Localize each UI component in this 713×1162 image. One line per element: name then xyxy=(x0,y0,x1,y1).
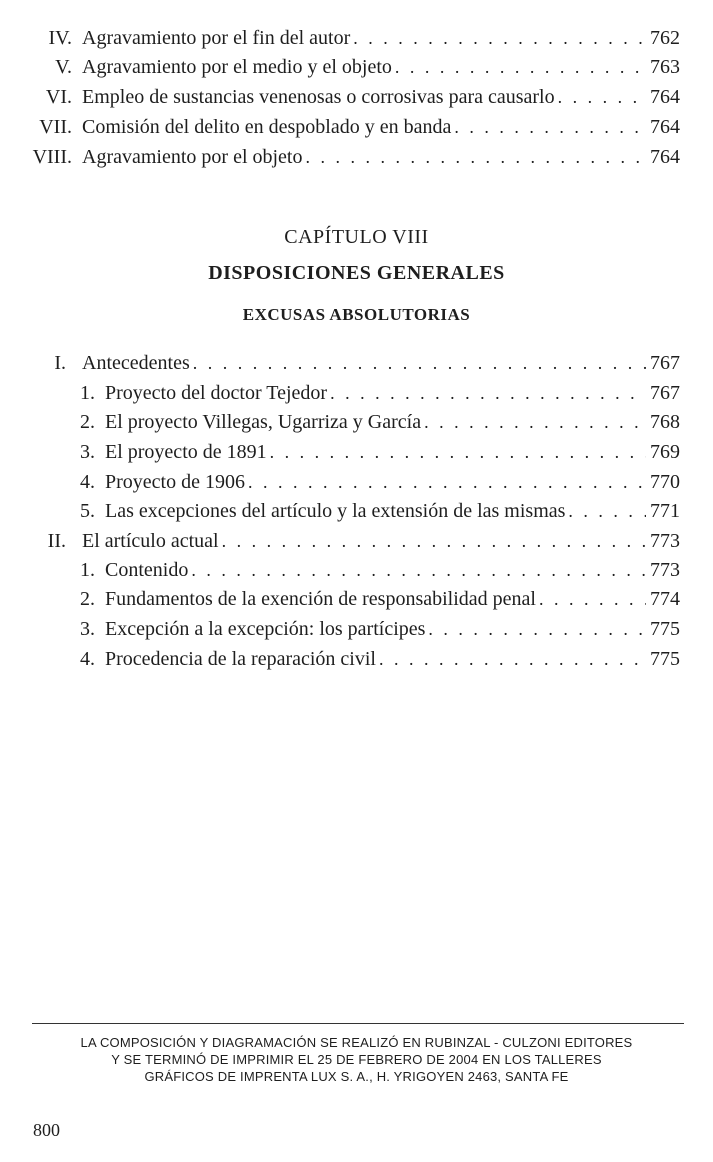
toc-entry-tejedor xyxy=(0,380,680,406)
leader-dots xyxy=(353,25,646,51)
toc-entry-title: Antecedentes xyxy=(82,352,190,374)
toc-entry-number: 3. xyxy=(80,441,95,463)
toc-entry-title: Agravamiento por el medio y el objeto xyxy=(82,56,392,78)
chapter-title: DISPOSICIONES GENERALES xyxy=(208,262,505,284)
toc-entry-number: VI. xyxy=(45,86,72,108)
chapter-label: CAPÍTULO VIII xyxy=(284,226,429,248)
toc-entry-articulo-actual xyxy=(0,528,680,554)
toc-entry-excepciones xyxy=(0,498,680,524)
leader-dots xyxy=(330,380,646,406)
toc-entry-title: Agravamiento por el fin del autor xyxy=(82,27,351,49)
toc-entry-page: 770 xyxy=(650,471,680,493)
toc-entry-page: 768 xyxy=(650,411,680,433)
toc-entry-number: IV. xyxy=(48,27,72,49)
toc-entry-title: Empleo de sustancias venenosas o corrosivas para causarlo xyxy=(82,86,555,108)
leader-dots xyxy=(454,114,646,140)
toc-entry-title: El artículo actual xyxy=(82,530,219,552)
toc-entry-number: VIII. xyxy=(32,146,72,168)
colophon-divider xyxy=(32,1023,684,1024)
colophon-line-1: LA COMPOSICIÓN Y DIAGRAMACIÓN SE REALIZÓ EN RUBINZAL - CULZONI EDITORES xyxy=(80,1035,633,1050)
toc-entry-title: Agravamiento por el objeto xyxy=(82,146,303,168)
toc-entry-page: 773 xyxy=(650,530,680,552)
toc-entry-number: V. xyxy=(55,56,72,78)
toc-entry-page: 762 xyxy=(650,27,680,49)
toc-entry-title: Comisión del delito en despoblado y en banda xyxy=(82,116,452,138)
toc-entry-page: 764 xyxy=(650,86,680,108)
toc-entry-title: Excepción a la excepción: los partícipes xyxy=(105,618,426,640)
toc-entry-1891 xyxy=(0,439,680,465)
leader-dots xyxy=(568,498,646,524)
toc-entry-number: 2. xyxy=(80,588,95,610)
toc-entry-viii xyxy=(0,144,680,170)
toc-entry-number: 4. xyxy=(80,471,95,493)
toc-entry-page: 773 xyxy=(650,559,680,581)
toc-entry-title: Contenido xyxy=(105,559,189,581)
toc-entry-title: Fundamentos de la exención de responsabilidad penal xyxy=(105,588,536,610)
leader-dots xyxy=(193,350,646,376)
toc-entry-vii xyxy=(0,114,680,140)
toc-entry-title: Proyecto de 1906 xyxy=(105,471,245,493)
colophon-line-2: Y SE TERMINÓ DE IMPRIMIR EL 25 DE FEBRERO DE 2004 EN LOS TALLERES xyxy=(111,1052,602,1067)
leader-dots xyxy=(306,144,647,170)
toc-entry-1906 xyxy=(0,469,680,495)
leader-dots xyxy=(191,557,646,583)
toc-entry-title: Procedencia de la reparación civil xyxy=(105,648,376,670)
toc-entry-number: 5. xyxy=(80,500,95,522)
toc-entry-iv xyxy=(0,25,680,51)
leader-dots xyxy=(379,646,646,672)
toc-entry-title: El proyecto de 1891 xyxy=(105,441,267,463)
toc-entry-v xyxy=(0,54,680,80)
toc-entry-number: II. xyxy=(47,530,66,552)
toc-entry-antecedentes xyxy=(0,350,680,376)
toc-entry-number: 2. xyxy=(80,411,95,433)
toc-entry-page: 769 xyxy=(650,441,680,463)
toc-entry-title: El proyecto Villegas, Ugarriza y García xyxy=(105,411,422,433)
toc-entry-number: I. xyxy=(54,352,66,374)
leader-dots xyxy=(395,54,646,80)
leader-dots xyxy=(270,439,646,465)
toc-entry-participes xyxy=(0,616,680,642)
toc-entry-page: 775 xyxy=(650,618,680,640)
toc-entry-page: 767 xyxy=(650,352,680,374)
toc-entry-villegas xyxy=(0,409,680,435)
toc-entry-fundamentos xyxy=(0,586,680,612)
toc-entry-page: 764 xyxy=(650,116,680,138)
toc-entry-number: 3. xyxy=(80,618,95,640)
chapter-subtitle: EXCUSAS ABSOLUTORIAS xyxy=(242,305,471,324)
toc-entry-title: Proyecto del doctor Tejedor xyxy=(105,382,328,404)
leader-dots xyxy=(222,528,646,554)
toc-entry-page: 771 xyxy=(650,500,680,522)
toc-entry-page: 767 xyxy=(650,382,680,404)
leader-dots xyxy=(424,409,646,435)
toc-entry-number: 1. xyxy=(80,559,95,581)
toc-entry-page: 763 xyxy=(650,56,680,78)
toc-entry-number: 1. xyxy=(80,382,95,404)
toc-entry-page: 774 xyxy=(650,588,680,610)
leader-dots xyxy=(248,469,646,495)
page-number: 800 xyxy=(33,1120,60,1140)
toc-entry-page: 775 xyxy=(650,648,680,670)
toc-entry-title: Las excepciones del artículo y la extensión de las mismas xyxy=(105,500,566,522)
colophon xyxy=(0,1034,713,1085)
toc-entry-number: VII. xyxy=(39,116,72,138)
toc-entry-reparacion xyxy=(0,646,680,672)
leader-dots xyxy=(558,84,646,110)
toc-entry-vi xyxy=(0,84,680,110)
colophon-line-3: GRÁFICOS DE IMPRENTA LUX S. A., H. YRIGOYEN 2463, SANTA FE xyxy=(144,1069,569,1084)
leader-dots xyxy=(428,616,646,642)
toc-entry-contenido xyxy=(0,557,680,583)
leader-dots xyxy=(539,586,646,612)
toc-entry-number: 4. xyxy=(80,648,95,670)
toc-entry-page: 764 xyxy=(650,146,680,168)
